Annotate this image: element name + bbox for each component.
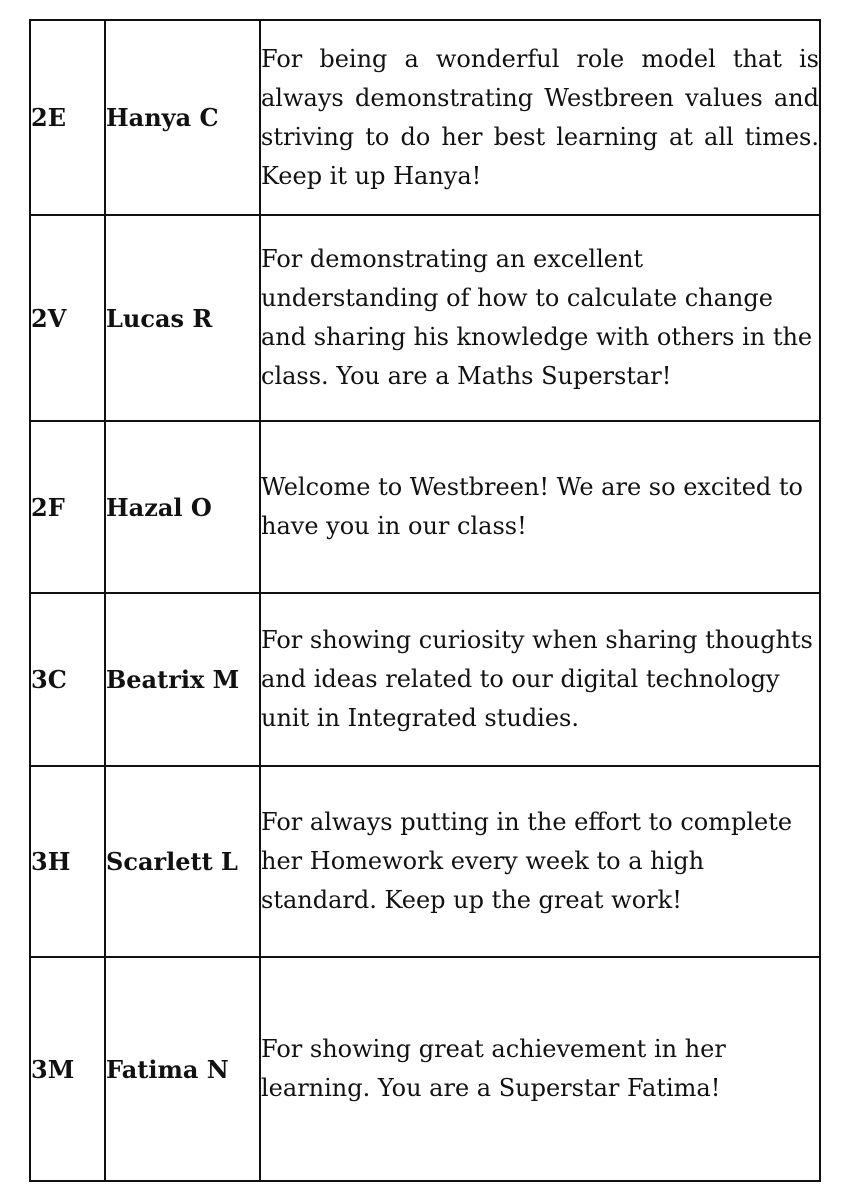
student-name: Fatima N (105, 957, 260, 1181)
table-row (30, 957, 820, 1181)
student-name: Beatrix M (105, 593, 260, 766)
class-code: 3C (30, 593, 105, 766)
class-code: 2F (30, 421, 105, 593)
table-row (30, 766, 820, 957)
award-reason: For showing curiosity when sharing thoughts and ideas related to our digital technology unit in Integrated studies. (260, 593, 820, 766)
student-name: Hazal O (105, 421, 260, 593)
award-reason: Welcome to Westbreen! We are so excited to have you in our class! (260, 421, 820, 593)
student-name: Hanya C (105, 20, 260, 215)
student-name: Scarlett L (105, 766, 260, 957)
student-name: Lucas R (105, 215, 260, 421)
class-code: 2V (30, 215, 105, 421)
awards-table (29, 19, 821, 1182)
table-row (30, 593, 820, 766)
class-code: 2E (30, 20, 105, 215)
award-reason: For showing great achievement in her learning. You are a Superstar Fatima! (260, 957, 820, 1181)
award-reason: For always putting in the effort to complete her Homework every week to a high standard. Keep up the great work! (260, 766, 820, 957)
table-row (30, 421, 820, 593)
class-code: 3H (30, 766, 105, 957)
table-row (30, 20, 820, 215)
table-row (30, 215, 820, 421)
award-reason: For being a wonderful role model that is always demonstrating Westbreen values and striving to do her best learning at all times. Keep it up Hanya! (260, 20, 820, 215)
class-code: 3M (30, 957, 105, 1181)
award-reason: For demonstrating an excellent understanding of how to calculate change and sharing his knowledge with others in the class. You are a Maths Superstar! (260, 215, 820, 421)
